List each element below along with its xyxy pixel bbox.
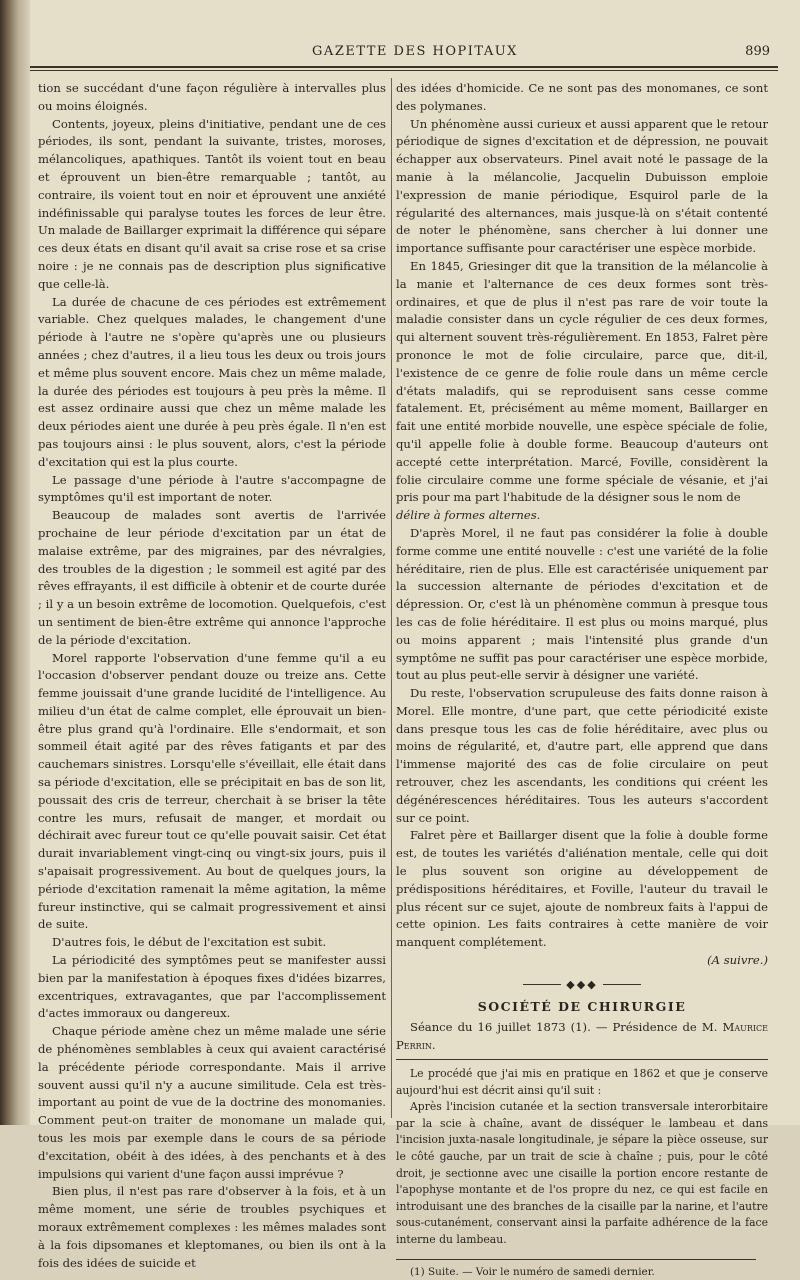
section-ornament [396, 976, 768, 994]
page-number: 899 [745, 44, 770, 59]
footnote-rule [396, 1259, 756, 1260]
seance-line [396, 1019, 768, 1055]
paragraph: Le passage d'une période à l'autre s'accompagne de symptômes qu'il est important de noter. [38, 472, 386, 505]
paragraph: Du reste, l'observation scrupuleuse des faits donne raison à Morel. Elle montre, d'une part, que cette périodicité existe dans presque tous les cas de folie héréditaire, avec plus ou moins de régularité, et, d'autre part, elle apprend que dans l'immense majorité des cas de folie circulaire on peut retrouver, chez les ascendants, les conditions qui créent les dégénérescences héréditaires. Tous les auteurs s'accordent sur ce point. [396, 686, 768, 825]
journal-title: GAZETTE DES HOPITAUX [312, 44, 518, 59]
paragraph: En 1845, Griesinger dit que la transition de la mélancolie à la manie et l'alternance de ces deux formes sont très-ordinaires, et que de plus il n'est pas rare de voir toute la maladie consister dans un cycle régulier de ces deux formes, qui alternent souvent très-régulièrement. En 1853, Falret père prononce le mot de folie circulaire, parce que, dit-il, l'existence de ce genre de folie roule dans un même cercle d'états maladifs, qui se reproduisent sans cesse comme fatalement. Et, précisément au même moment, Baillarger en fait une entité morbide nouvelle, une espèce spéciale de folie, qu'il appelle folie à double forme. Beaucoup d'auteurs ont accepté cette interprétation. Marcé, Foville, considèrent la folie circulaire comme une forme spéciale de vésanie, et j'ai pris pour ma part l'habitude de la désigner sous le nom de [396, 258, 768, 505]
right-column-text [396, 80, 768, 952]
to-be-continued: (A suivre.) [707, 953, 768, 968]
footnote: (1) Suite. — Voir le numéro de samedi dernier. [410, 1265, 655, 1278]
header-rule-thin [30, 70, 778, 71]
paragraph: Bien plus, il n'est pas rare d'observer à la fois, et à un même moment, une série de troubles psychiques et moraux extrêmement complexes : les mêmes malades sont à la fois dipsomanes et kleptomanes, ou bien ils ont à la fois des idées de suicide et [38, 1184, 386, 1270]
paragraph: Morel rapporte l'observation d'une femme qu'il a eu l'occasion d'observer pendant douze ou treize ans. Cette femme jouissait d'une grande lucidité de l'intelligence. Au milieu d'un état de calme complet, elle éprouvait un bien-être plus grand qu'à l'ordinaire. Elle s'endormait, et son sommeil était agité par des rêves fatigants et par des cauchemars sinistres. Lorsqu'elle s'éveillait, elle était dans sa période d'excitation, elle se précipitait en bas de son lit, poussait des cris de terreur, cherchait à se briser la tête contre les murs, refusait de manger, et mordait ou déchirait avec fureur tout ce qu'elle pouvait saisir. Cet état durait invariablement vingt-cinq ou vingt-six jours, puis il s'apaisait progressivement. Au bout de quelques jours, la période d'excitation ramenait la même agitation, la même fureur instinctive, qui se calmait progressivement et ainsi de suite. [38, 650, 386, 932]
page-header [30, 44, 800, 66]
president-name: Maurice Perrin. [396, 1020, 768, 1053]
paragraph: Chaque période amène chez un même malade une série de phénomènes semblables à ceux qui avaient caractérisé la précédente période correspondante. Mais il arrive souvent aussi qu'il n'y a aucune similitude. Cela est très-important au point de vue de la doctrine des monomanies. Comment peut-on traiter de monomane un malade qui, tous les mois par exemple dans le cours de sa période d'excitation, obéit à des idées, à des penchants et à des impulsions qui varient d'une façon aussi imprévue ? [38, 1024, 386, 1181]
paragraph: D'autres fois, le début de l'excitation est subit. [52, 935, 327, 950]
binding-spine [0, 0, 30, 1125]
paragraph: La durée de chacune de ces périodes est extrêmement variable. Chez quelques malades, le changement d'une période à l'autre ne s'opère qu'après une ou plusieurs années ; chez d'autres, il a lieu tous les deux ou trois jours et même plus souvent encore. Mais chez un même malade, la durée des périodes est toujours à peu près la même. Il est assez ordinaire aussi que chez un même malade les deux périodes aient une durée à peu près égale. Il n'en est pas toujours ainsi : le plus souvent, alors, c'est la période d'excitation qui est la plus courte. [38, 294, 386, 469]
column-divider [391, 78, 392, 1118]
paragraph: Beaucoup de malades sont avertis de l'arrivée prochaine de leur période d'excitation par un état de malaise extrême, par des migraines, par des névralgies, des troubles de la digestion ; le sommeil est agité par des rêves effrayants, il est difficile à obtenir et de courte durée ; il y a un besoin extrême de locomotion. Quelquefois, c'est un sentiment de bien-être extrême qui annonce l'approche de la période d'excitation. [38, 508, 386, 647]
right-column [396, 80, 768, 1280]
seance-prefix: Séance du 16 juillet 1873 (1). — Présidence de M. [410, 1020, 718, 1035]
left-column [38, 80, 386, 1272]
paragraph: Le procédé que j'ai mis en pratique en 1862 et que je conserve aujourd'hui est décrit ainsi qu'il suit : [396, 1067, 768, 1097]
section-text [396, 1066, 768, 1249]
paragraph: Falret père et Baillarger disent que la folie à double forme est, de toutes les variétés d'aliénation mentale, celle qui doit le plus souvent son origine au développement de prédispositions héréditaires, et Foville, l'auteur du travail le plus récent sur ce sujet, ajoute de nombreux faits à l'appui de cette opinion. Les faits contraires à cette manière de voir manquent complétement. [396, 828, 768, 950]
newspaper-page [30, 0, 800, 1278]
paragraph: Contents, joyeux, pleins d'initiative, pendant une de ces périodes, ils sont, pendant la suivante, tristes, moroses, mélancoliques, apathiques. Tantôt ils voient tout en beau et éprouvent un bien-être remarquable ; tantôt, au contraire, ils voient tout en noir et éprouvent une anxiété indéfinissable qui paralyse toutes les forces de leur être. Un malade de Baillarger exprimait la différence qui sépare ces deux états en disant qu'il avait sa crise rose et sa crise noire : je ne connais pas de description plus significative que celle-là. [38, 116, 386, 291]
paragraph: tion se succédant d'une façon régulière à intervalles plus ou moins éloignés. [38, 81, 386, 113]
ornament-glyphs: ◆◆◆ [566, 977, 598, 991]
section-rule [396, 1059, 768, 1060]
paragraph: D'après Morel, il ne faut pas considérer la folie à double forme comme une entité nouvelle : c'est une variété de la folie héréditaire, rien de plus. Elle est caractérisée uniquement par la succession alternante de périodes d'excitation et de dépression. Or, c'est là un phénomène commun à presque tous les cas de folie héréditaire. Il est plus ou moins marqué, plus ou moins apparent ; mais l'intensité plus grande d'un symptôme ne suffit pas pour caractériser une espèce morbide, tout au plus peut-elle servir à désigner une variété. [396, 525, 768, 683]
header-rule [30, 66, 778, 68]
paragraph: La périodicité des symptômes peut se manifester aussi bien par la manifestation à époques fixes d'idées bizarres, excentriques, extravagantes, que par l'accomplissement d'actes immoraux ou dangereux. [38, 953, 386, 1021]
paragraph: Un phénomène aussi curieux et aussi apparent que le retour périodique de signes d'excitation et de dépression, ne pouvait échapper aux observateurs. Pinel avait noté le passage de la manie à la mélancolie, Jacquelin Dubuisson emploie l'expression de manie périodique, Esquirol parle de la régularité des alternances, mais jusque-là on s'était contenté de noter le phénomène, sans chercher à lui donner une importance suffisante pour caractériser une espèce morbide. [396, 116, 768, 256]
paragraph: délire à formes alternes. [396, 508, 541, 523]
paragraph: Après l'incision cutanée et la section transversale interorbitaire par la scie à chaîne, avant de disséquer le lambeau et dans l'incision juxta-nasale longitudinale, je sépare la pièce osseuse, sur le côté gauche, par un trait de scie à chaîne ; puis, pour le côté droit, je sectionne avec une cisaille la portion encore restante de l'apophyse montante et de l'os propre du nez, ce qui est facile en introduisant une des branches de la cisaille par la narine, et l'autre sous-cutanément, conservant ainsi la parfaite adhérence de la face interne du lambeau. [396, 1100, 768, 1246]
paragraph: des idées d'homicide. Ce ne sont pas des monomanes, ce sont des polymanes. [396, 81, 768, 113]
section-title: SOCIÉTÉ DE CHIRURGIE [477, 998, 687, 1014]
